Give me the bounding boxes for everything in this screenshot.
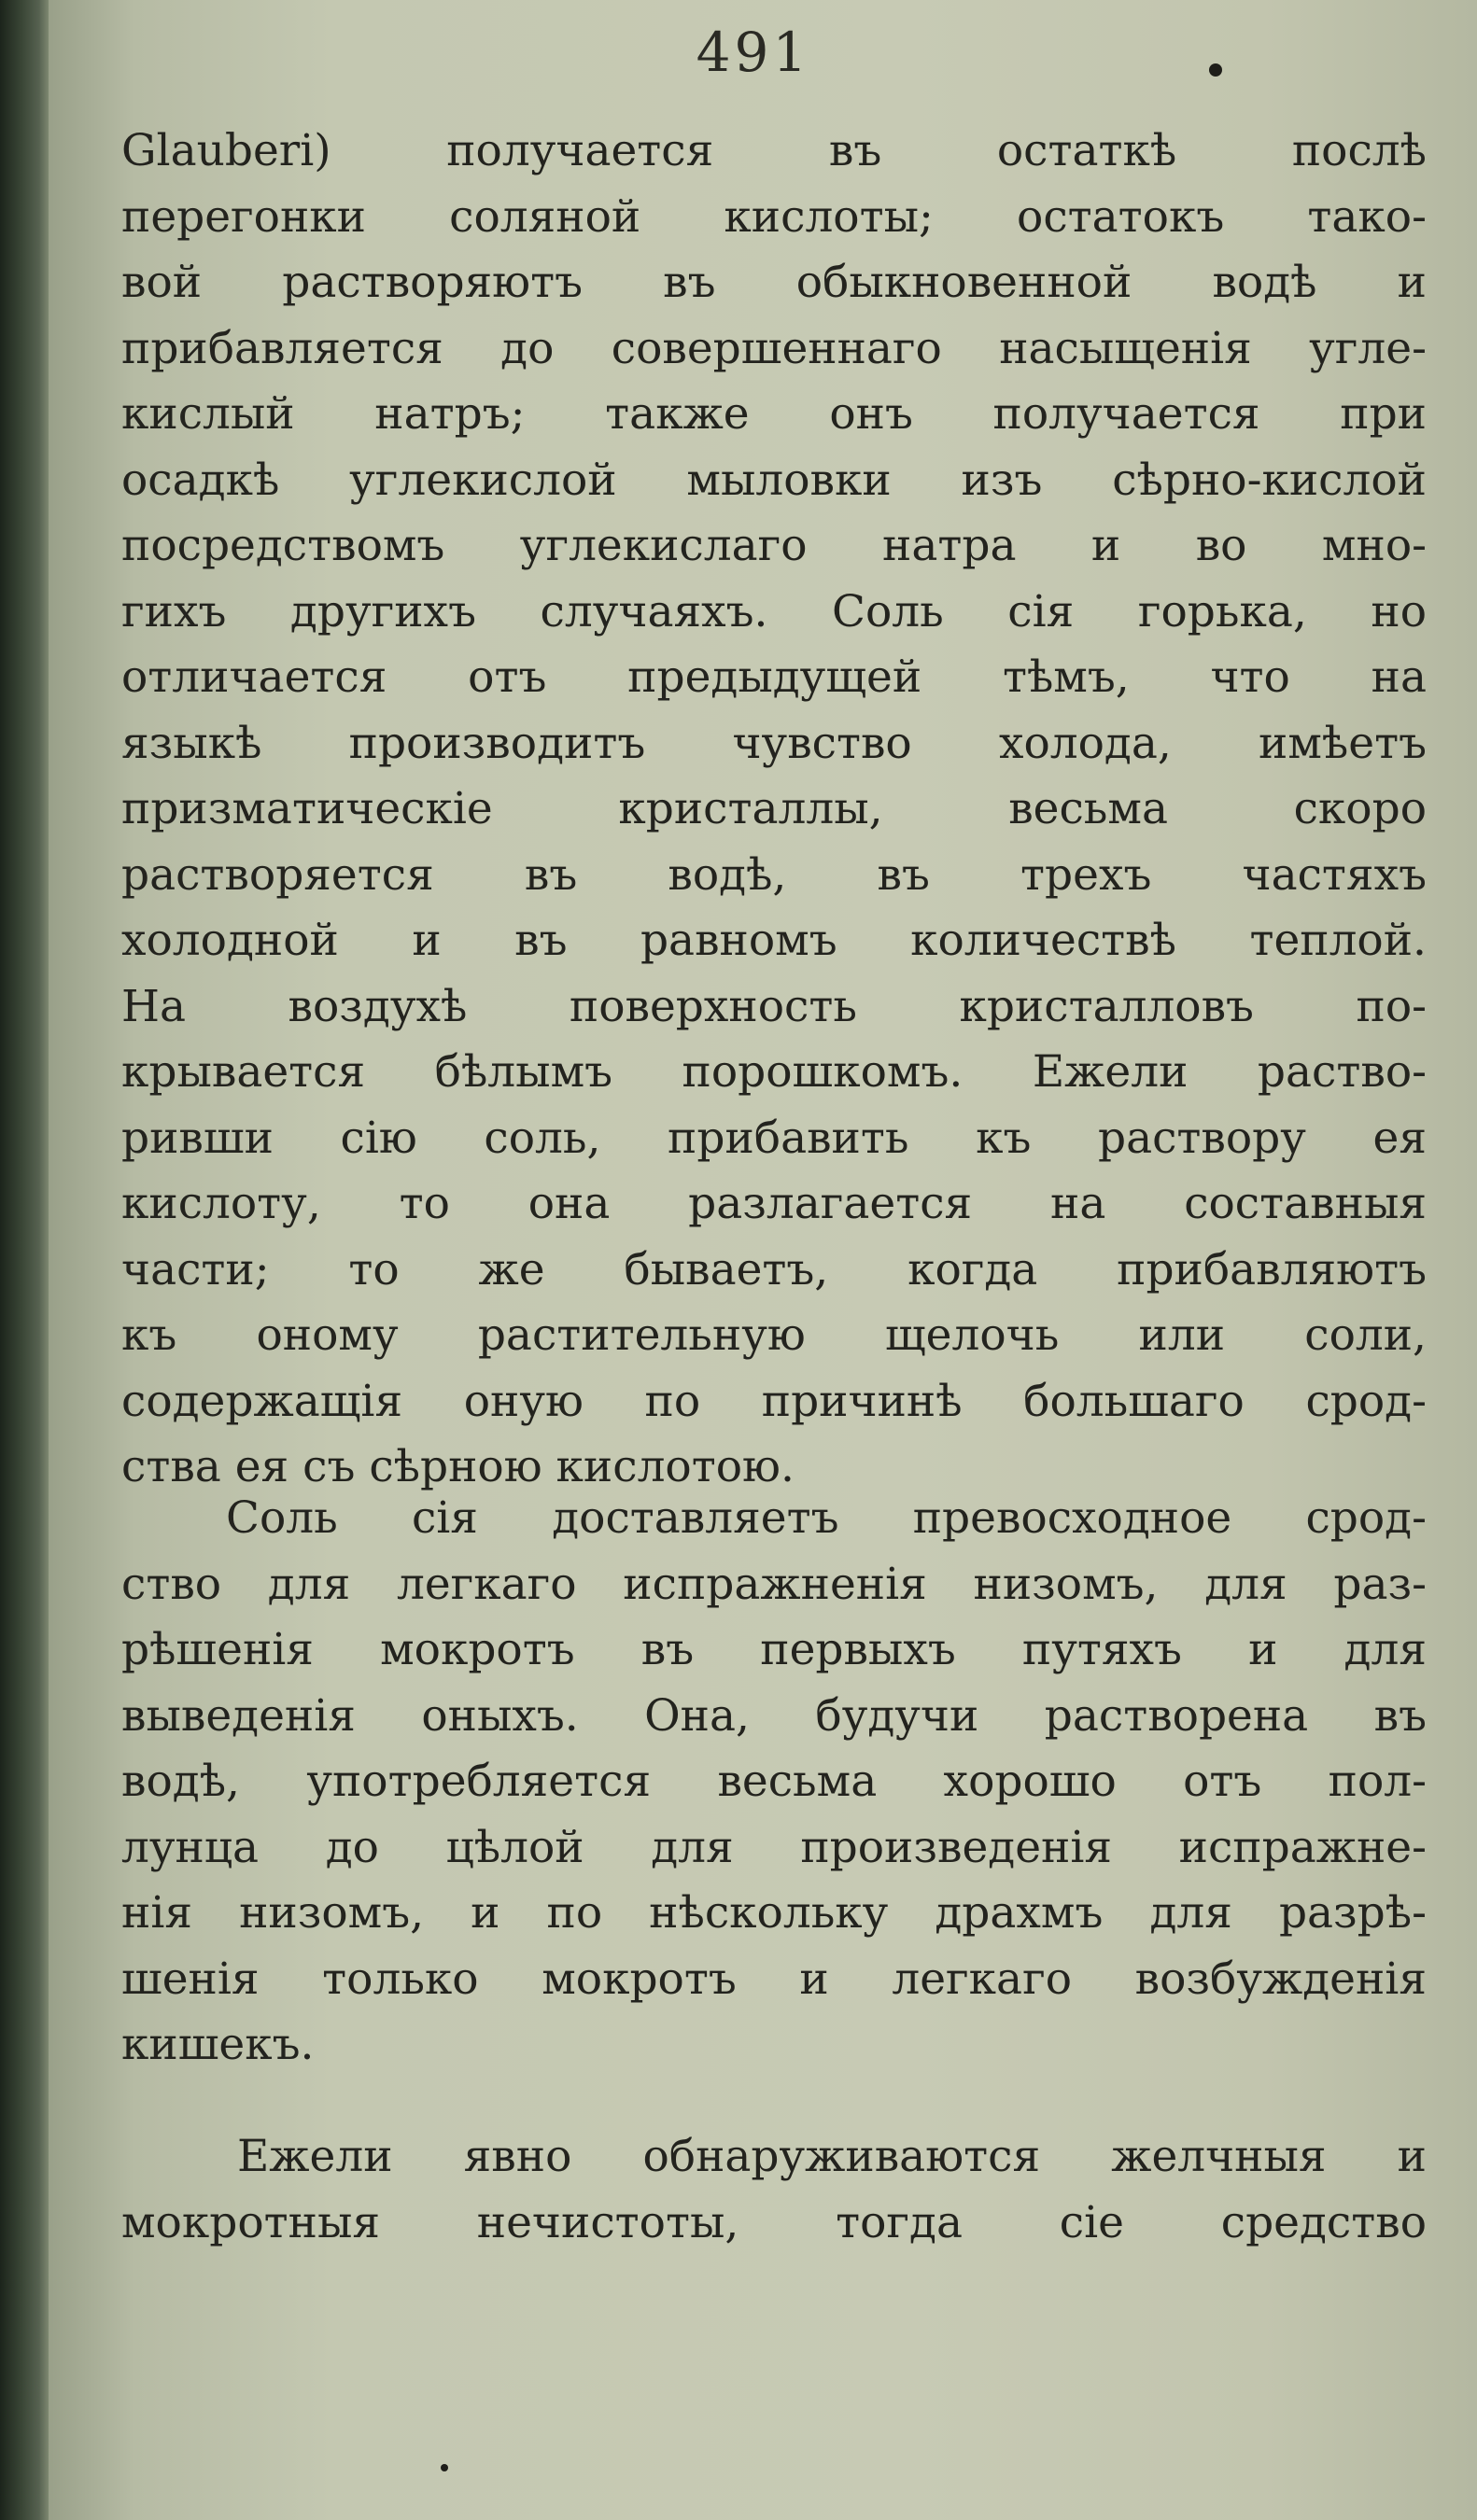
text-line: водѣ, употребляется весьма хорошо отъ пол- xyxy=(121,1756,1427,1807)
text-line: Ежели явно обнаруживаются желчныя и xyxy=(237,2131,1427,2182)
text-line: мокротныя нечистоты, тогда сіе средство xyxy=(121,2196,1427,2248)
text-line: Glauberi) получается въ остаткѣ послѣ xyxy=(121,125,1427,176)
text-line: языкѣ производитъ чувство холода, имѣетъ xyxy=(121,717,1427,769)
text-line: кислый натръ; также онъ получается при xyxy=(121,388,1427,440)
text-line: гихъ другихъ случаяхъ. Соль сія горька, но xyxy=(121,585,1427,637)
text-line: ства ея съ сѣрною кислотою. xyxy=(121,1441,795,1492)
text-line: части; то же бываетъ, когда прибавляютъ xyxy=(121,1243,1427,1295)
text-line: ривши сію соль, прибавить къ раствору ея xyxy=(121,1112,1427,1164)
paragraph-2 xyxy=(121,1486,1427,2079)
text-line: посредствомъ углекислаго натра и во мно- xyxy=(121,520,1427,571)
text-line: выведенія оныхъ. Она, будучи растворена въ xyxy=(121,1689,1427,1742)
text-line: кишекъ. xyxy=(121,2019,315,2070)
text-line: призматическіе кристаллы, весьма скоро xyxy=(121,783,1427,834)
text-line: растворяется въ водѣ, въ трехъ частяхъ xyxy=(121,848,1427,901)
text-line: холодной и въ равномъ количествѣ теплой. xyxy=(121,915,1427,966)
ink-speck xyxy=(441,2464,448,2471)
text-line: На воздухѣ поверхность кристалловъ по- xyxy=(121,980,1427,1032)
paragraph-1 xyxy=(121,119,1427,1501)
paragraph-3 xyxy=(121,2124,1427,2256)
text-line: рѣшенія мокротъ въ первыхъ путяхъ и для xyxy=(121,1624,1427,1675)
text-line: крывается бѣлымъ порошкомъ. Ежели раство- xyxy=(121,1046,1427,1098)
text-line: кислоту, то она разлагается на составныя xyxy=(121,1178,1427,1229)
text-line: нія низомъ, и по нѣскольку драхмъ для разрѣ- xyxy=(121,1887,1427,1939)
text-line: Соль сія доставляетъ превосходное срод- xyxy=(226,1492,1427,1544)
text-line: содержащія оную по причинѣ большаго срод- xyxy=(121,1375,1427,1427)
text-line: отличается отъ предыдущей тѣмъ, что на xyxy=(121,651,1427,703)
text-line: шенія только мокротъ и легкаго возбужденія xyxy=(121,1953,1427,2005)
page-number: 491 xyxy=(696,21,811,84)
text-line: къ оному растительную щелочь или соли, xyxy=(121,1309,1427,1361)
text-line: осадкѣ углекислой мыловки изъ сѣрно-кислой xyxy=(121,454,1427,506)
text-line: перегонки соляной кислоты; остатокъ тако- xyxy=(121,190,1427,243)
text-line: лунца до цѣлой для произведенія испражне- xyxy=(121,1821,1427,1873)
ink-speck xyxy=(1209,63,1222,77)
text-line: вой растворяютъ въ обыкновенной водѣ и xyxy=(121,257,1427,308)
scanned-page xyxy=(49,0,1477,2520)
book-spine xyxy=(0,0,49,2520)
text-line: прибавляется до совершеннаго насыщенія угле- xyxy=(121,322,1427,374)
text-line: ство для легкаго испражненія низомъ, для раз- xyxy=(121,1558,1427,1610)
